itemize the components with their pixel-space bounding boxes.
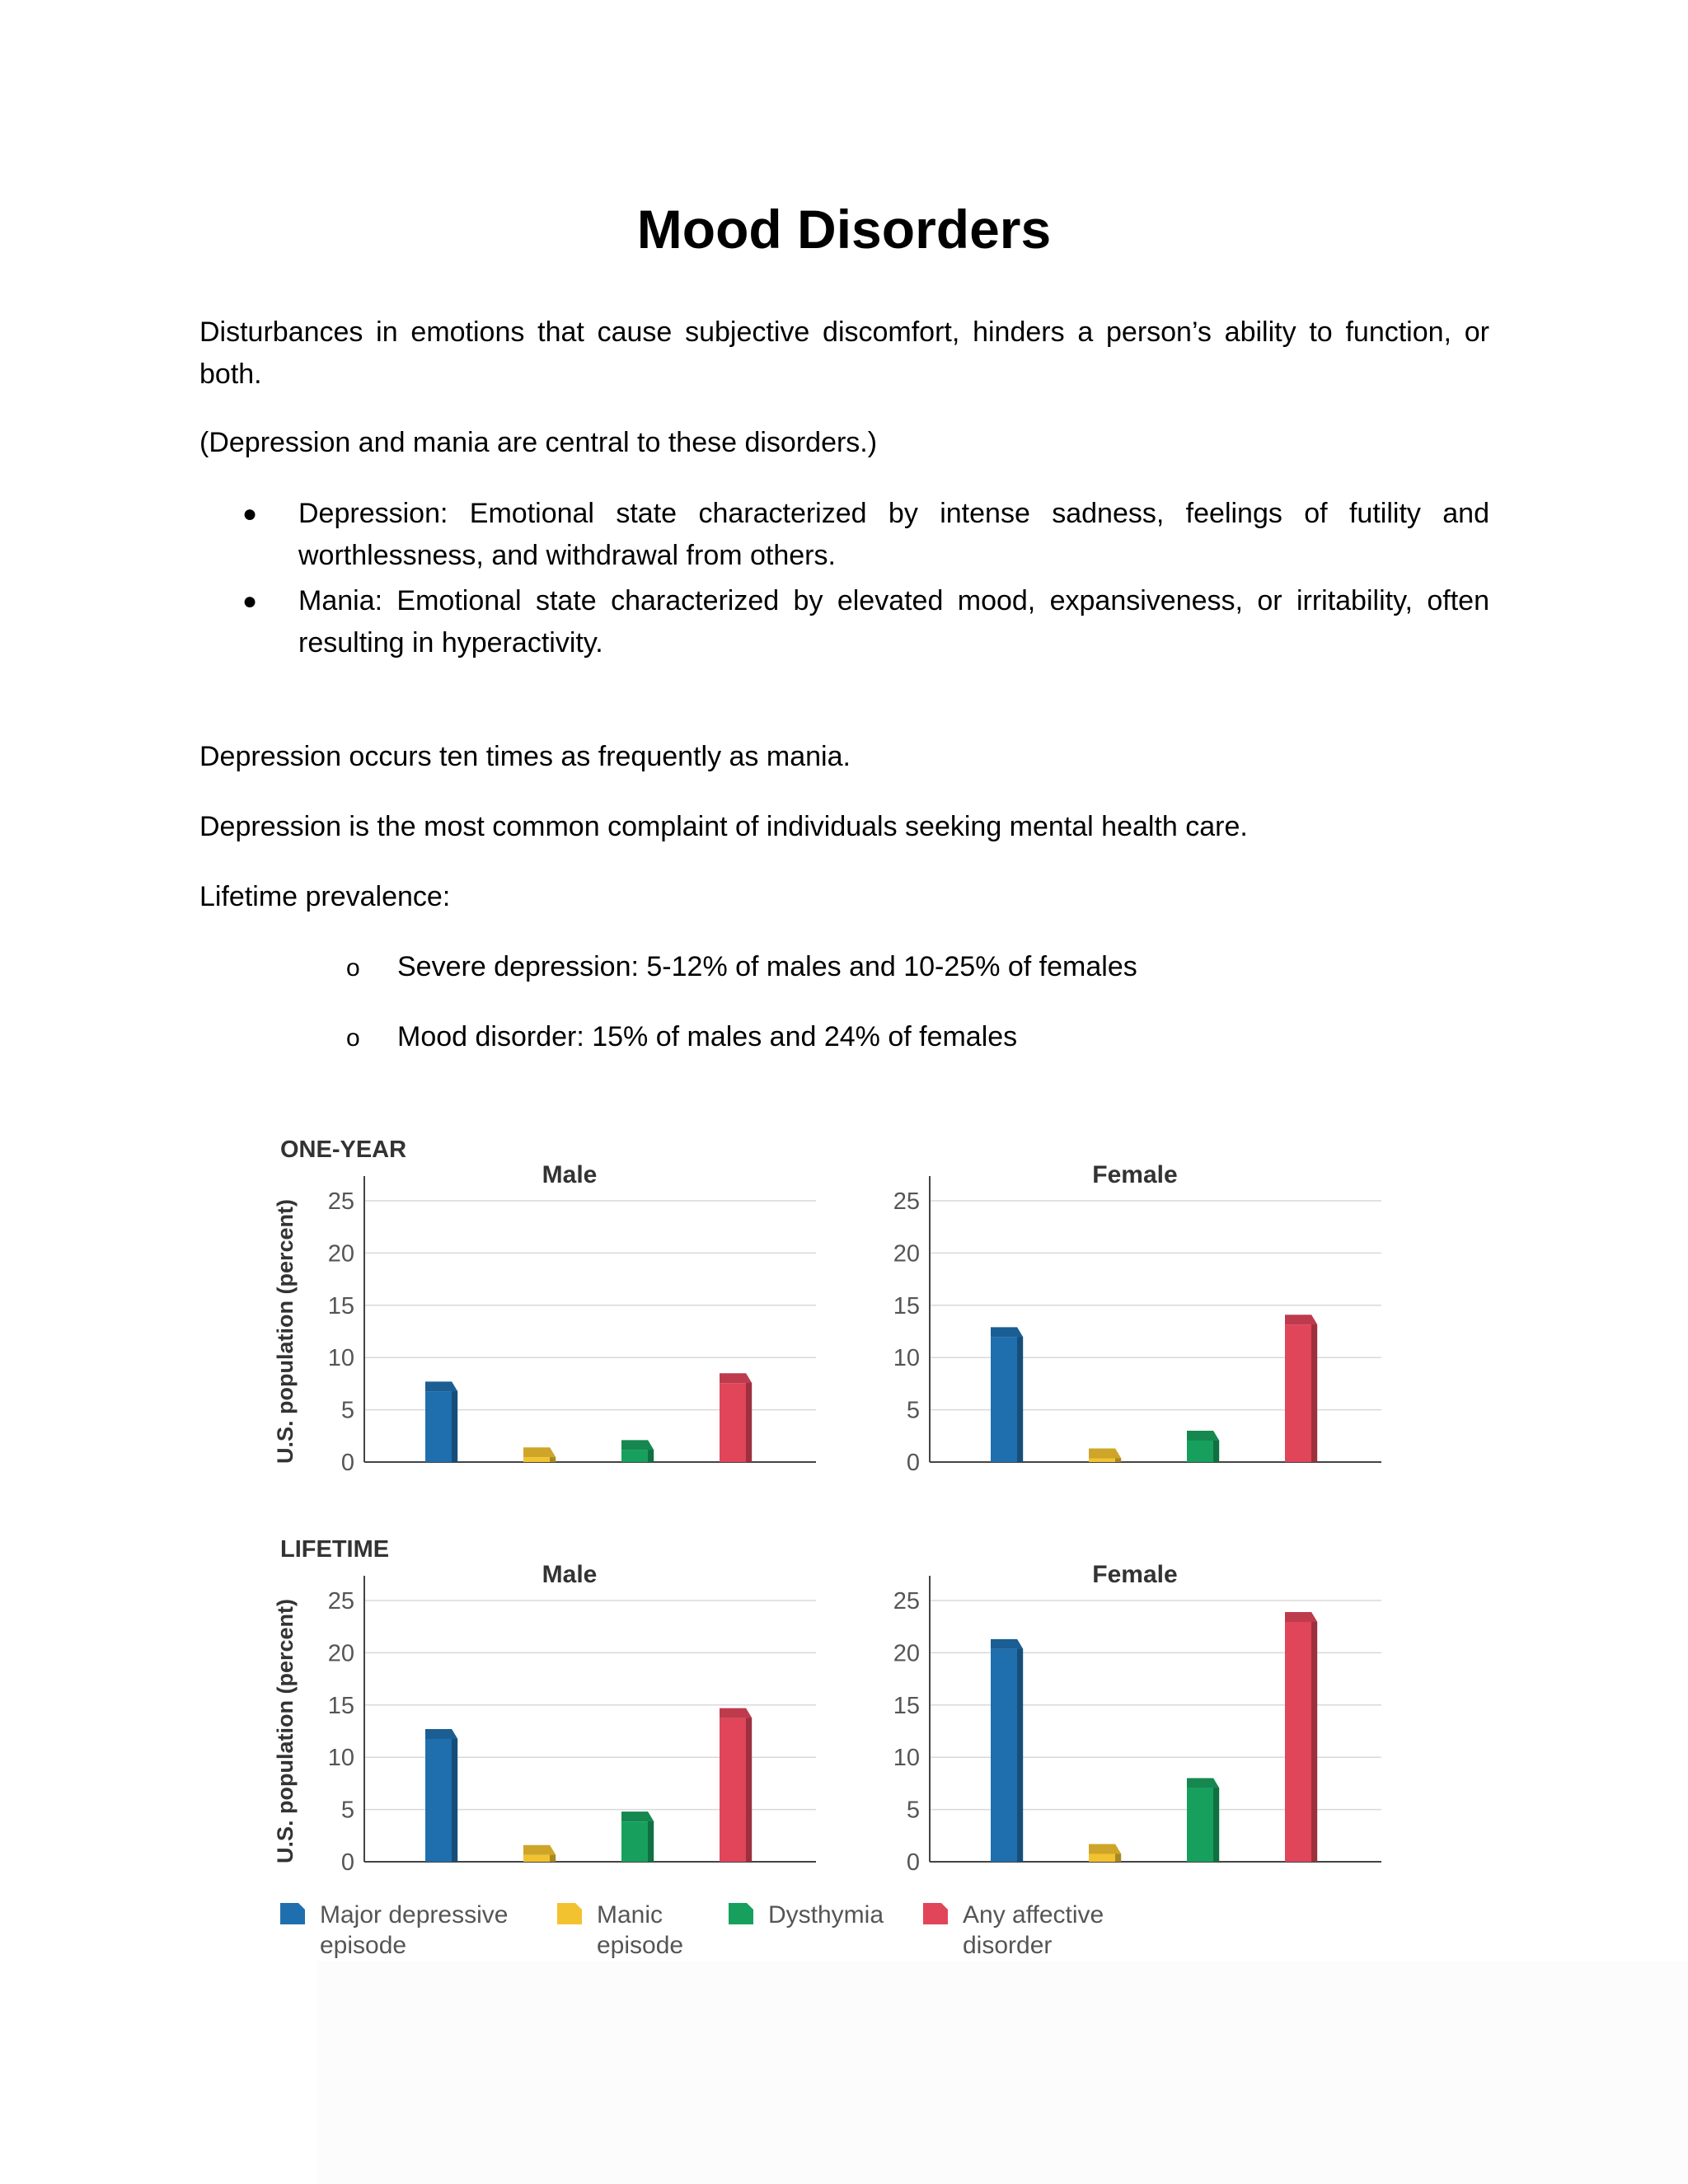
y-tick-label: 25 — [327, 1188, 354, 1215]
fact-frequency: Depression occurs ten times as frequently as mania. — [199, 741, 851, 772]
bar-top — [991, 1327, 1023, 1337]
y-tick-label: 15 — [893, 1692, 920, 1719]
y-tick-label: 15 — [327, 1292, 354, 1319]
central-note: (Depression and mania are central to these disorders.) — [199, 427, 878, 458]
bar-major-depressive-episode — [991, 1337, 1017, 1462]
bar-any-affective-disorder — [720, 1718, 746, 1862]
y-tick-label: 0 — [340, 1849, 354, 1876]
bar-dysthymia — [621, 1450, 648, 1462]
bar-top — [1187, 1779, 1219, 1788]
y-tick-label: 20 — [327, 1640, 354, 1667]
y-tick-label: 10 — [893, 1745, 920, 1772]
y-tick-label: 20 — [327, 1240, 354, 1268]
bar-any-affective-disorder — [1285, 1622, 1311, 1862]
bullet-mania — [199, 580, 1489, 664]
y-tick-label: 5 — [340, 1397, 354, 1424]
bar-major-depressive-episode — [991, 1649, 1017, 1862]
y-tick-label: 10 — [327, 1345, 354, 1372]
bar-side — [1311, 1315, 1317, 1462]
y-tick-label: 25 — [893, 1588, 920, 1615]
section-heading-2: LIFETIME — [280, 1536, 390, 1563]
legend-label-3: Any affective — [963, 1901, 1104, 1929]
legend-swatch-1 — [557, 1903, 582, 1924]
bar-top — [523, 1845, 556, 1855]
bar-dysthymia — [1187, 1441, 1213, 1462]
bar-major-depressive-episode — [425, 1391, 452, 1462]
y-tick-label: 5 — [906, 1397, 920, 1424]
y-tick-label: 5 — [340, 1797, 354, 1824]
panel-title-2: Male — [542, 1561, 598, 1588]
bar-side — [452, 1381, 457, 1462]
y-tick-label: 0 — [906, 1849, 920, 1876]
legend-label-line2-0: episode — [320, 1932, 407, 1959]
panel-title-1: Female — [1092, 1161, 1178, 1188]
fact-complaint: Depression is the most common complaint of individuals seeking mental health care. — [199, 811, 1248, 842]
bar-side — [746, 1373, 752, 1462]
bar-top — [1089, 1449, 1121, 1459]
subbullet-marker: o — [346, 1024, 360, 1052]
bar-side — [1017, 1327, 1023, 1462]
bar-top — [720, 1708, 752, 1718]
prevalence-item-severe — [346, 946, 1137, 989]
bar-top — [621, 1811, 654, 1821]
intro-paragraph: Disturbances in emotions that cause subjective discomfort, hinders a person’s ability to function, or both. — [199, 316, 1489, 390]
prevalence-text: Mood disorder: 15% of males and 24% of females — [397, 1021, 1018, 1052]
bar-top — [425, 1729, 457, 1739]
y-axis-label-0: U.S. population (percent) — [273, 1199, 298, 1464]
page-title: Mood Disorders — [636, 199, 1052, 260]
bar-manic-episode — [1089, 1459, 1115, 1462]
prevalence-item-mood — [346, 1016, 1017, 1059]
legend-swatch-3 — [923, 1903, 948, 1924]
bullet-marker: ● — [242, 588, 258, 615]
y-tick-label: 0 — [906, 1450, 920, 1476]
bar-manic-episode — [523, 1855, 550, 1862]
legend-label-1: Manic — [597, 1901, 663, 1929]
legend-label-2: Dysthymia — [768, 1901, 884, 1929]
y-tick-label: 5 — [906, 1797, 920, 1824]
bullet-text: Depression: Emotional state characterized by intense sadness, feelings of futility and worthlessness, and withdrawal from others. — [298, 498, 1489, 571]
legend-label-0: Major depressive — [320, 1901, 509, 1929]
y-tick-label: 25 — [893, 1188, 920, 1215]
bar-major-depressive-episode — [425, 1739, 452, 1862]
y-tick-label: 10 — [327, 1745, 354, 1772]
bullet-text: Mania: Emotional state characterized by elevated mood, expansiveness, or irritability, often resulting in hyperactivity. — [298, 585, 1489, 658]
panel-title-0: Male — [542, 1161, 598, 1188]
prevalence-text: Severe depression: 5-12% of males and 10-25% of females — [397, 951, 1137, 982]
bar-manic-episode — [523, 1457, 550, 1462]
y-tick-label: 15 — [327, 1692, 354, 1719]
bar-any-affective-disorder — [1285, 1324, 1311, 1462]
y-tick-label: 25 — [327, 1588, 354, 1615]
prevalence-charts — [264, 1113, 1434, 1986]
panel-title-3: Female — [1092, 1561, 1178, 1588]
legend-label-line2-3: disorder — [963, 1932, 1053, 1959]
bar-top — [720, 1373, 752, 1383]
chart-canvas — [264, 1113, 1434, 1986]
bullet-marker: ● — [242, 500, 258, 527]
subbullet-marker: o — [346, 954, 360, 982]
bar-top — [1285, 1315, 1317, 1324]
bar-top — [523, 1447, 556, 1457]
bar-dysthymia — [621, 1821, 648, 1862]
bullet-depression — [199, 493, 1489, 577]
bar-dysthymia — [1187, 1788, 1213, 1862]
bar-side — [1017, 1639, 1023, 1862]
y-axis-label-2: U.S. population (percent) — [273, 1599, 298, 1863]
bar-manic-episode — [1089, 1854, 1115, 1862]
y-tick-label: 0 — [340, 1450, 354, 1476]
bar-top — [1187, 1431, 1219, 1441]
bar-top — [425, 1381, 457, 1391]
section-heading-0: ONE-YEAR — [280, 1137, 407, 1163]
bar-top — [1285, 1612, 1317, 1622]
legend-swatch-0 — [280, 1903, 305, 1924]
bar-side — [1311, 1612, 1317, 1862]
y-tick-label: 20 — [893, 1240, 920, 1268]
y-tick-label: 20 — [893, 1640, 920, 1667]
prevalence-heading: Lifetime prevalence: — [199, 881, 451, 912]
y-tick-label: 15 — [893, 1292, 920, 1319]
bar-side — [746, 1708, 752, 1862]
legend-swatch-2 — [729, 1903, 753, 1924]
page-shade — [317, 1961, 1688, 2184]
bar-side — [452, 1729, 457, 1862]
bar-side — [1213, 1779, 1219, 1862]
bar-top — [1089, 1844, 1121, 1854]
legend-label-line2-1: episode — [597, 1932, 684, 1959]
y-tick-label: 10 — [893, 1345, 920, 1372]
bar-top — [991, 1639, 1023, 1649]
bar-any-affective-disorder — [720, 1383, 746, 1462]
bar-top — [621, 1440, 654, 1450]
